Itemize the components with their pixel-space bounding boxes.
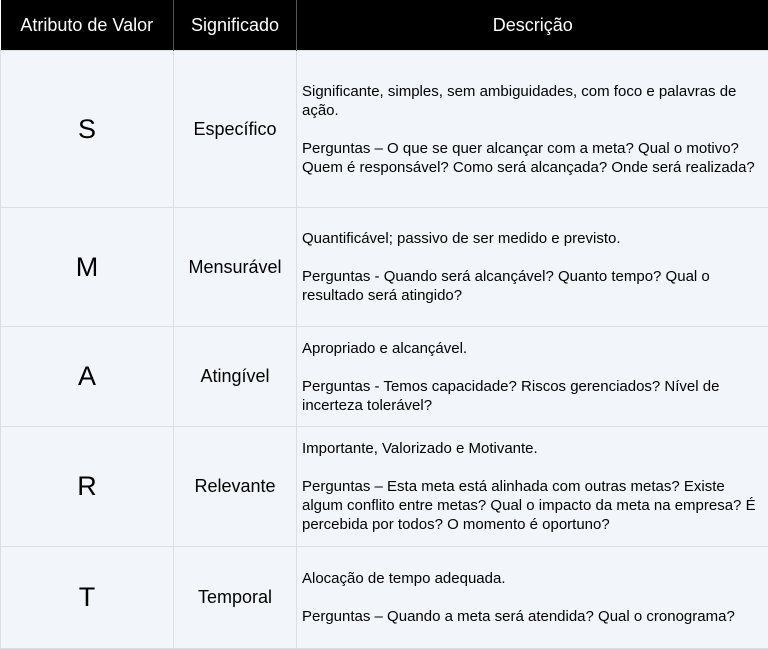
row-meaning: Temporal <box>174 547 297 649</box>
row-questions: Perguntas - Quando será alcançável? Quanto tempo? Qual o resultado será atingido? <box>302 267 762 305</box>
table-row-r <box>1 427 768 547</box>
row-meaning: Atingível <box>174 327 297 427</box>
table-row-m <box>1 208 768 327</box>
row-summary: Importante, Valorizado e Motivante. <box>302 439 762 458</box>
row-meaning: Relevante <box>174 427 297 547</box>
row-description <box>297 51 768 208</box>
row-questions: Perguntas – O que se quer alcançar com a meta? Qual o motivo? Quem é responsável? Como será alcançada? Onde será realizada? <box>302 139 762 177</box>
header-description: Descrição <box>297 0 768 51</box>
row-letter: A <box>1 327 174 427</box>
row-letter: R <box>1 427 174 547</box>
row-description <box>297 208 768 327</box>
row-summary: Alocação de tempo adequada. <box>302 569 762 588</box>
row-meaning: Específico <box>174 51 297 208</box>
row-description <box>297 547 768 649</box>
row-description <box>297 427 768 547</box>
row-letter: S <box>1 51 174 208</box>
row-summary: Quantificável; passivo de ser medido e previsto. <box>302 229 762 248</box>
table-row-a <box>1 327 768 427</box>
row-letter: T <box>1 547 174 649</box>
header-value-attribute: Atributo de Valor <box>1 0 174 51</box>
row-summary: Significante, simples, sem ambiguidades, com foco e palavras de ação. <box>302 82 762 120</box>
row-questions: Perguntas – Esta meta está alinhada com outras metas? Existe algum conflito entre metas? Qual o impacto da meta na empresa? É percebida por todos? O momento é oportuno? <box>302 477 762 534</box>
row-letter: M <box>1 208 174 327</box>
table-row-s <box>1 51 768 208</box>
row-description <box>297 327 768 427</box>
header-meaning: Significado <box>174 0 297 51</box>
row-questions: Perguntas - Temos capacidade? Riscos gerenciados? Nível de incerteza tolerável? <box>302 377 762 415</box>
row-questions: Perguntas – Quando a meta será atendida? Qual o cronograma? <box>302 607 762 626</box>
table-row-t <box>1 547 768 649</box>
table-header-row <box>1 0 768 51</box>
row-summary: Apropriado e alcançável. <box>302 339 762 358</box>
row-meaning: Mensurável <box>174 208 297 327</box>
